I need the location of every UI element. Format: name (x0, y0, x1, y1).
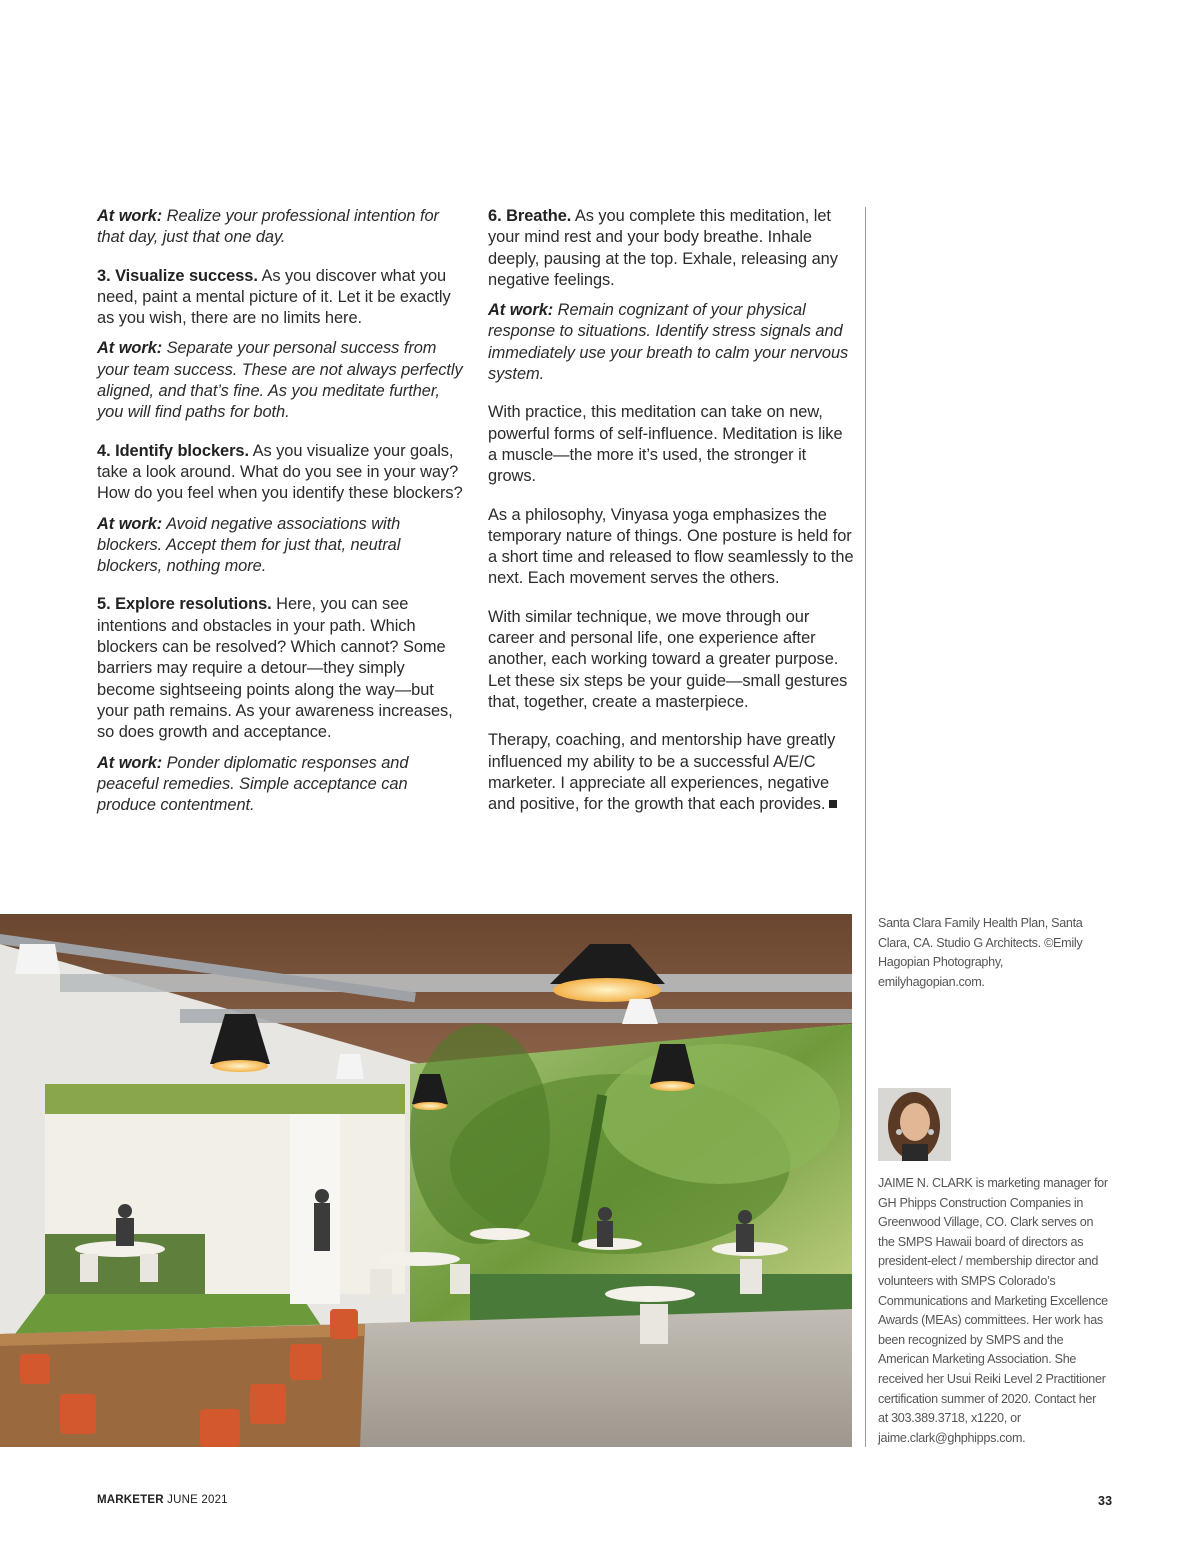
body-paragraph-closing: Therapy, coaching, and mentorship have greatly influenced my ability to be a successful A/E/C marketer. I appreciate all experiences, negative and positive, for the growth that each provides. (488, 730, 854, 815)
at-work-note-4: At work: Ponder diplomatic responses and peaceful remedies. Simple acceptance can produce contentment. (97, 753, 409, 815)
at-work-note-1: At work: Realize your professional intention for that day, just that one day. (97, 207, 439, 247)
end-mark-icon (829, 800, 837, 808)
issue-date: JUNE 2021 (163, 1494, 228, 1506)
at-work-note-5: At work: Remain cognizant of your physical response to situations. Identify stress signals and immediately use your breath to calm your nervous system. (488, 301, 849, 384)
left-column (97, 206, 465, 825)
middle-column (488, 206, 854, 824)
photo-caption: Santa Clara Family Health Plan, Santa Clara, CA. Studio G Architects. ©Emily Hagopian Photography, emilyhagopian.com. (878, 916, 1083, 989)
body-paragraph-technique: With similar technique, we move through our career and personal life, one experience after another, each working toward a greater purpose. Let these six steps be your guide—small gestures that, together, create a masterpiece. (488, 607, 848, 711)
magazine-name: MARKETER (97, 1494, 164, 1506)
step-3-paragraph: 3. Visualize success. As you discover what you need, paint a mental picture of it. Let it be exactly as you wish, there are no limits here. (97, 266, 451, 328)
step-6-paragraph: 6. Breathe. As you complete this meditation, let your mind rest and your body breathe. Inhale deeply, pausing at the top. Exhale, releasing any negative feelings. (488, 207, 838, 289)
author-headshot (878, 1088, 951, 1161)
author-bio: JAIME N. CLARK is marketing manager for GH Phipps Construction Companies in Greenwood Village, CO. Clark serves on the SMPS Hawaii board of directors as president-elect / membership director and volunteers with SMPS Colorado’s Communications and Marketing Excellence Awards (MEAs) committees. Her work has been recognized by SMPS and the American Marketing Association. She received her Usui Reiki Level 2 Practitioner certification summer of 2020. Contact her at 303.389.3718, x1220, or jaime.clark@ghphipps.com. (878, 1176, 1108, 1445)
page-number: 33 (1098, 1494, 1113, 1508)
office-interior-photo (0, 914, 852, 1447)
column-divider (865, 207, 866, 1447)
step-4-paragraph: 4. Identify blockers. As you visualize your goals, take a look around. What do you see in your way? How do you feel when you identify these blockers? (97, 441, 463, 503)
step-5-paragraph: 5. Explore resolutions. Here, you can see intentions and obstacles in your path. Which blockers can be resolved? Which cannot? Some barriers may require a detour—they simply become sightseeing points along the way—but your path remains. As your awareness increases, so does growth and acceptance. (97, 595, 453, 742)
body-paragraph-practice: With practice, this meditation can take on new, powerful forms of self-influence. Meditation is like a muscle—the more it’s used, the stronger it grows. (488, 403, 843, 486)
footer-publication (97, 1494, 228, 1506)
at-work-note-2: At work: Separate your personal success from your team success. These are not always perfectly aligned, and that’s fine. As you meditate further, you will find paths for both. (97, 339, 463, 422)
body-paragraph-philosophy: As a philosophy, Vinyasa yoga emphasizes the temporary nature of things. One posture is held for a short time and released to flow seamlessly to the next. Each movement serves the others. (488, 505, 854, 588)
at-work-note-3: At work: Avoid negative associations with blockers. Accept them for just that, neutral blockers, nothing more. (97, 514, 401, 576)
